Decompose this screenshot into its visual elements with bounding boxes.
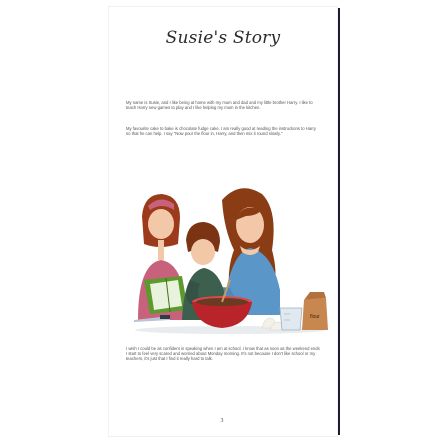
paragraph-2: My favourite cake to bake is chocolate fudge cake. I am really good at reading the instructions to Harry so that he can help. I say "Now pour the flour in, Harry, and then mix it round slowly." [126,126,316,137]
flour-label: flour [310,314,320,320]
story-title: Susie's Story [165,28,281,48]
recipe-book [144,276,188,314]
paragraph-1: My name is Susie, and I like being at home with my mum and dad and my little brother Harry. I like to teach Harry new games to play and I like helping my mum in the kitchen. [126,100,313,111]
page-number: 3 [220,418,224,424]
paragraph-3: I wish I could be as confident in speaking when I am at school. I know that as soon as the weekend ends I start to feel very scared and worried about Monday morning. It's not because I don't like school or my teachers, it's just that I find it really hard to talk. [126,346,320,362]
baking-illustration [130,180,330,340]
flour-bag [302,292,328,330]
measuring-jug [280,308,302,330]
page-edge [338,8,340,435]
